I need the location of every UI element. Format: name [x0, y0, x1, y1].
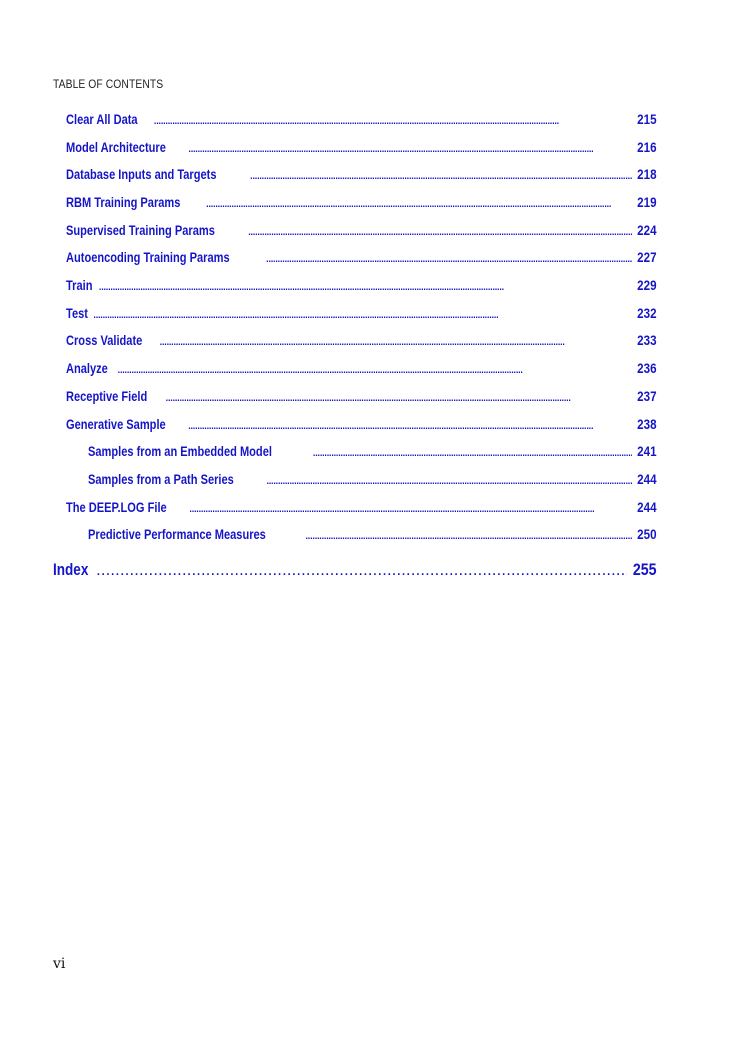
toc-entry-page: 244 [637, 500, 657, 515]
toc-entry-cross-validate[interactable] [66, 330, 657, 352]
toc-entry-page: 224 [637, 223, 657, 238]
dot-leader [188, 137, 633, 159]
dot-leader [312, 441, 632, 463]
running-head: TABLE OF CONTENTS [53, 77, 164, 91]
toc-entry-rbm-training-params[interactable] [66, 192, 657, 214]
dot-leader [266, 247, 633, 269]
toc-entry-title: Cross Validate [66, 333, 143, 348]
toc-entry-index[interactable] [53, 557, 657, 583]
toc-entry-receptive-field[interactable] [66, 386, 657, 408]
toc-entry-title: Analyze [66, 361, 108, 376]
toc-entry-autoencoding-training-params[interactable] [66, 247, 657, 269]
toc-entry-page: 255 [633, 561, 657, 579]
dot-leader [96, 557, 627, 583]
toc-entry-analyze[interactable] [66, 358, 657, 380]
toc-entry-generative-sample[interactable] [66, 414, 657, 436]
toc-entry-title: Database Inputs and Targets [66, 167, 217, 182]
dot-leader [250, 164, 633, 186]
toc-entry-model-architecture[interactable] [66, 137, 657, 159]
toc-entry-title: Receptive Field [66, 389, 148, 404]
dot-leader [159, 330, 632, 352]
toc-entry-title: The DEEP.LOG File [66, 500, 167, 515]
toc-entry-page: 232 [637, 306, 657, 321]
dot-leader [117, 358, 632, 380]
toc-entry-clear-all-data[interactable] [66, 109, 657, 131]
toc-entry-page: 229 [637, 278, 657, 293]
toc-entry-title: Index [53, 561, 89, 579]
toc-entry-title: Autoencoding Training Params [66, 250, 230, 265]
toc-entry-page: 233 [637, 333, 657, 348]
toc-entry-title: Supervised Training Params [66, 223, 215, 238]
toc-entry-title: Samples from an Embedded Model [88, 444, 272, 459]
toc-entry-page: 216 [637, 140, 657, 155]
toc-entry-title: Clear All Data [66, 112, 138, 127]
toc-entry-title: Predictive Performance Measures [88, 527, 266, 542]
toc-entry-title: RBM Training Params [66, 195, 181, 210]
toc-entry-the-deep-log-file[interactable] [66, 497, 657, 519]
dot-leader [93, 303, 633, 325]
toc-entry-title: Test [66, 306, 88, 321]
toc-entry-samples-from-an-embedded-model[interactable] [88, 441, 657, 463]
dot-leader [165, 386, 632, 408]
toc-entry-title: Model Architecture [66, 140, 166, 155]
toc-entry-title: Samples from a Path Series [88, 472, 234, 487]
toc-entry-page: 238 [637, 417, 657, 432]
toc-entry-database-inputs-and-targets[interactable] [66, 164, 657, 186]
toc-entry-page: 237 [637, 389, 657, 404]
dot-leader [248, 220, 633, 242]
toc-entry-page: 250 [637, 527, 657, 542]
toc-entry-page: 236 [637, 361, 657, 376]
toc-entry-predictive-performance-measures[interactable] [88, 524, 657, 546]
dot-leader [206, 192, 633, 214]
toc-entry-supervised-training-params[interactable] [66, 220, 657, 242]
toc-entry-page: 215 [637, 112, 657, 127]
toc-entry-page: 241 [637, 444, 657, 459]
toc-entry-samples-from-a-path-series[interactable] [88, 469, 657, 491]
toc-entry-train[interactable] [66, 275, 657, 297]
toc-entry-page: 218 [637, 167, 657, 182]
toc-entry-test[interactable] [66, 303, 657, 325]
toc-entry-title: Generative Sample [66, 417, 166, 432]
dot-leader [305, 524, 633, 546]
page-number: vi [53, 956, 66, 972]
toc-entry-title: Train [66, 278, 93, 293]
toc-entry-page: 219 [637, 195, 657, 210]
dot-leader [266, 469, 633, 491]
dot-leader [98, 275, 632, 297]
dot-leader [188, 414, 633, 436]
dot-leader [153, 109, 632, 131]
toc-entry-page: 227 [637, 250, 657, 265]
toc-entry-page: 244 [637, 472, 657, 487]
dot-leader [189, 497, 633, 519]
